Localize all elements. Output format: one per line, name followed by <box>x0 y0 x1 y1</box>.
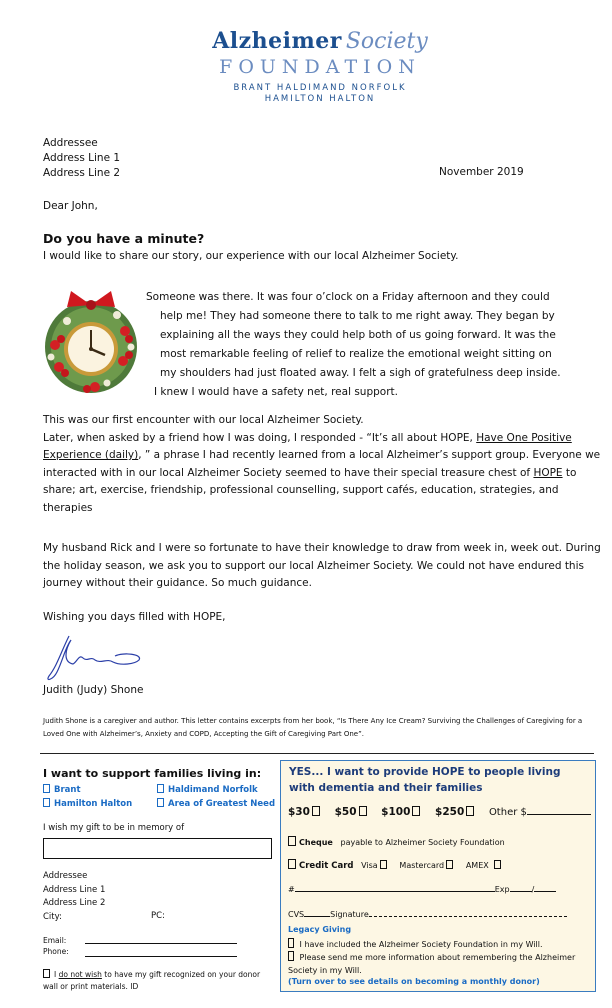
amount-other[interactable] <box>489 807 591 818</box>
cvs-signature-row <box>288 910 567 919</box>
exp-label: Exp <box>494 885 510 894</box>
donor-address-line: Address Line 1 <box>43 884 106 895</box>
amount-options <box>288 806 591 818</box>
letter-date: November 2019 <box>439 166 524 178</box>
checkbox-icon[interactable] <box>288 859 296 869</box>
phone-label: Phone: <box>43 947 69 956</box>
salutation: Dear John, <box>43 200 98 212</box>
amount-label: $30 <box>288 806 310 818</box>
other-amount-field[interactable] <box>527 814 591 815</box>
checkbox-icon[interactable] <box>446 860 453 869</box>
logo-foundation: FOUNDATION <box>219 56 421 78</box>
card-amex[interactable] <box>466 861 501 870</box>
legacy-option-info[interactable] <box>288 951 588 977</box>
address-line: Address Line 2 <box>43 167 121 179</box>
region-option-hamilton-halton[interactable] <box>43 798 132 809</box>
card-label: AMEX <box>465 861 489 870</box>
amount-option-30[interactable] <box>288 806 320 818</box>
postal-code-label: PC: <box>151 911 165 921</box>
legacy-label: Please send me more information about remembering the Alzheimer Society in my Will. <box>288 953 576 975</box>
checkbox-icon[interactable] <box>157 798 164 807</box>
hope-paragraph <box>43 430 603 518</box>
no-wish-text: to have my gift recognized on your donor wall or print materials. ID <box>43 970 261 991</box>
intro-paragraph: I would like to share our story, our experience with our local Alzheimer Society. <box>43 250 459 262</box>
city-label: City: <box>43 911 62 922</box>
exp-month-field[interactable] <box>510 891 532 892</box>
exp-year-field[interactable] <box>534 891 556 892</box>
legacy-options <box>288 938 588 977</box>
story-line: Someone was there. It was four o’clock on a Friday afternoon and they could <box>146 291 550 303</box>
logo-title <box>180 28 460 55</box>
donor-address <box>43 870 105 924</box>
legacy-heading: Legacy Giving <box>288 925 352 934</box>
signature-icon <box>43 632 153 687</box>
checkbox-icon[interactable] <box>359 806 367 816</box>
checkbox-icon[interactable] <box>43 969 50 978</box>
hope-word: HOPE <box>533 466 563 479</box>
checkbox-icon[interactable] <box>288 836 296 846</box>
card-label: Mastercard <box>399 861 445 870</box>
region-option-haldimand-norfolk[interactable] <box>157 784 258 795</box>
address-line: Addressee <box>43 137 98 149</box>
address-line: Address Line 1 <box>43 152 121 164</box>
hope-text: , ” a phrase I had recently learned from a local Alzheimer’s support group. Everyone we interacted with in our local Alzheimer Society seemed to have their special treasure chest of <box>43 449 601 479</box>
donor-address-line: Address Line 2 <box>43 898 106 908</box>
checkbox-icon[interactable] <box>466 806 474 816</box>
no-wish-text: I <box>54 970 59 979</box>
story-paragraph <box>146 288 606 402</box>
story-line: explaining all the ways they could help both of us going forward. It was the <box>160 329 556 341</box>
tear-off-divider <box>40 753 594 754</box>
memory-of-input[interactable] <box>43 838 272 859</box>
logo-region-1: BRANT HALDIMAND NORFOLK <box>233 83 407 93</box>
card-visa[interactable] <box>361 861 387 870</box>
checkbox-icon[interactable] <box>380 860 387 869</box>
signature-field[interactable] <box>369 916 567 917</box>
phone-field[interactable] <box>85 956 237 957</box>
logo-word-society: Society <box>345 29 428 54</box>
cheque-label: Cheque <box>299 838 333 847</box>
legacy-label: I have included the Alzheimer Society Foundation in my Will. <box>299 940 543 949</box>
checkbox-icon[interactable] <box>412 806 420 816</box>
region-label: Brant <box>54 785 81 795</box>
amount-option-50[interactable] <box>335 806 367 818</box>
amount-option-100[interactable] <box>381 806 420 818</box>
region-option-brant[interactable] <box>43 784 81 795</box>
clock-icon <box>64 322 118 376</box>
cheque-text: payable to Alzheimer Society Foundation <box>340 838 505 847</box>
story-line: my shoulders had just floated away. I felt a sigh of gratefulness deep inside. <box>160 367 561 379</box>
story-line: help me! They had someone there to talk to me right away. They began by <box>160 310 555 322</box>
card-number-row: # Exp / <box>288 885 556 894</box>
hope-acronym: Have One Positive Experience (daily) <box>43 431 572 461</box>
recipient-address <box>43 136 120 181</box>
memory-label: I wish my gift to be in memory of <box>43 823 185 833</box>
other-label: Other $ <box>488 807 527 818</box>
credit-card-label: Credit Card <box>299 861 354 871</box>
logo-word-alzheimer: Alzheimer <box>212 28 342 54</box>
turnover-note: (Turn over to see details on becoming a monthly donor) <box>288 977 540 986</box>
signature-label: Signature <box>330 910 369 919</box>
card-mastercard[interactable] <box>399 861 453 870</box>
checkbox-icon[interactable] <box>43 798 50 807</box>
legacy-option-included[interactable] <box>288 938 588 951</box>
story-line: most remarkable feeling of relief to realize the emotional weight sitting on <box>160 348 552 360</box>
region-label: Area of Greatest Need <box>168 799 276 809</box>
closing: Wishing you days filled with HOPE, <box>43 611 226 623</box>
card-number-label: # <box>288 885 295 894</box>
cheque-option[interactable] <box>288 836 505 847</box>
region-option-greatest-need[interactable] <box>157 798 275 809</box>
amount-label: $250 <box>435 806 465 818</box>
cvs-field[interactable] <box>304 916 330 917</box>
checkbox-icon[interactable] <box>494 860 501 869</box>
signer-name: Judith (Judy) Shone <box>43 684 144 696</box>
contact-labels <box>43 935 69 957</box>
encounter-paragraph <box>43 412 603 517</box>
card-label: Visa <box>361 861 378 870</box>
support-heading: I want to support families living in: <box>43 767 262 780</box>
donor-address-line: Addressee <box>43 871 88 881</box>
email-field[interactable] <box>85 943 237 944</box>
checkbox-icon[interactable] <box>288 951 294 961</box>
appeal-paragraph: My husband Rick and I were so fortunate to have their knowledge to draw from week in, week out. During the holiday season, we ask you to support our local Alzheimer Society. We could not have endured this journey without their guidance. So much guidance. <box>43 542 601 589</box>
amount-label: $100 <box>381 806 411 818</box>
region-label: Haldimand Norfolk <box>168 785 258 795</box>
wreath-clock-illustration <box>37 283 145 398</box>
amount-option-250[interactable] <box>435 806 474 818</box>
region-label: Hamilton Halton <box>54 799 133 809</box>
no-recognition-option[interactable] <box>43 969 263 993</box>
logo-region-2: HAMILTON HALTON <box>264 94 376 104</box>
amount-label: $50 <box>334 806 357 818</box>
checkbox-icon[interactable] <box>288 938 294 948</box>
hope-text: to share; art, exercise, friendship, professional counselling, support cafés, education, strategies, and therapies <box>43 466 577 514</box>
author-bio: Judith Shone is a caregiver and author. This letter contains excerpts from her book, “Is There Any Ice Cream? Surviving the Challenges of Caregiving for a Loved One with Alzheimer’s, Anxiety and COPD, Accepting the Gift of Caregiving Part One”. <box>43 717 583 738</box>
credit-card-option[interactable] <box>288 859 501 871</box>
encounter-line: This was our first encounter with our local Alzheimer Society. <box>43 414 364 426</box>
hope-text: Later, when asked by a friend how I was doing, I responded - “It’s all about HOPE, <box>43 431 477 444</box>
card-number-field[interactable] <box>295 891 495 892</box>
checkbox-icon[interactable] <box>157 784 164 793</box>
foundation-logo <box>180 28 460 105</box>
cvs-label: CVS <box>288 910 305 919</box>
checkbox-icon[interactable] <box>312 806 320 816</box>
story-line: I knew I would have a safety net, real support. <box>154 386 398 398</box>
checkbox-icon[interactable] <box>43 784 50 793</box>
donation-heading: YES... I want to provide HOPE to people living with dementia and their families <box>289 766 561 794</box>
letter-heading: Do you have a minute? <box>43 231 205 246</box>
email-label: Email: <box>43 936 67 945</box>
no-wish-emphasis: do not wish <box>58 970 102 979</box>
